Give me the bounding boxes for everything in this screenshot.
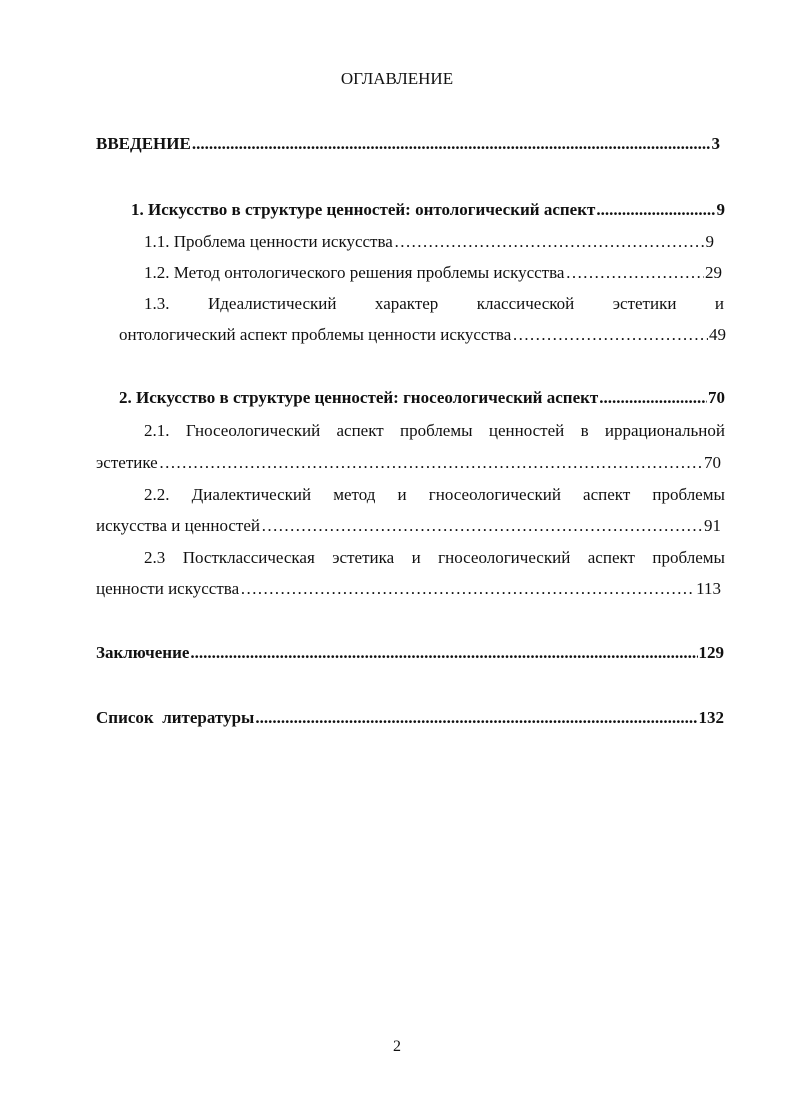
toc-title: ОГЛАВЛЕНИЕ [340, 69, 454, 88]
dot-leader [190, 642, 697, 664]
word: Диалектический [191, 485, 312, 504]
toc-entry-page: 9 [716, 200, 725, 219]
word: Гносеологический [185, 421, 321, 440]
word: характер [374, 294, 439, 313]
toc-entry-label: 2. Искусство в структуре ценностей: гносеологический аспект [119, 388, 599, 407]
word: проблемы [400, 421, 473, 440]
toc-entry-label: эстетике [96, 453, 158, 472]
toc-entry-page: 70 [704, 453, 721, 472]
word: Идеалистический [207, 294, 337, 313]
dot-leader [261, 515, 703, 537]
toc-entry-label: онтологический аспект проблемы ценности искусства [119, 325, 512, 344]
word: аспект [587, 548, 635, 567]
word: 1.3. [144, 294, 170, 313]
toc-entry-references[interactable] [96, 707, 724, 729]
word: иррациональной [604, 421, 725, 440]
toc-entry-2-3-line1[interactable] [144, 547, 725, 569]
word: и [411, 548, 421, 567]
word: проблемы [652, 548, 725, 567]
word: и [397, 485, 407, 504]
dot-leader [596, 199, 715, 221]
toc-entry-label: Список литературы [96, 708, 255, 727]
toc-entry-chapter-2[interactable] [119, 387, 725, 409]
toc-entry-page: 29 [705, 263, 722, 282]
word: метод [333, 485, 376, 504]
toc-entry-page: 91 [704, 516, 721, 535]
word: 2.3 [144, 548, 166, 567]
word: гносеологический [428, 485, 561, 504]
toc-entry-2-2-line1[interactable] [144, 484, 725, 506]
toc-entry-1-2[interactable] [144, 262, 722, 284]
word: в [580, 421, 589, 440]
toc-entry-label: 1.1. Проблема ценности искусства [144, 232, 393, 251]
toc-entry-page: 129 [698, 643, 724, 662]
toc-entry-conclusion[interactable] [96, 642, 724, 664]
dot-leader [394, 231, 705, 253]
toc-entry-2-2-line2[interactable] [96, 515, 721, 537]
dot-leader [192, 133, 711, 155]
toc-entry-2-1-line1[interactable] [144, 420, 725, 442]
word: проблемы [652, 485, 725, 504]
toc-entry-page: 49 [709, 325, 726, 344]
dot-leader [159, 452, 703, 474]
toc-entry-2-1-line2[interactable] [96, 452, 721, 474]
word: ценностей [488, 421, 565, 440]
dot-leader [255, 707, 697, 729]
toc-entry-1-3-line1[interactable] [144, 293, 724, 315]
word: эстетика [332, 548, 395, 567]
toc-entry-intro[interactable] [96, 133, 720, 155]
toc-entry-label: 1.2. Метод онтологического решения проблемы искусства [144, 263, 565, 282]
toc-entry-label: искусства и ценностей [96, 516, 261, 535]
word: 2.2. [144, 485, 170, 504]
word: эстетики [612, 294, 677, 313]
toc-entry-1-1[interactable] [144, 231, 714, 253]
toc-entry-label: ВВЕДЕНИЕ [96, 134, 191, 153]
toc-entry-page: 70 [708, 388, 725, 407]
dot-leader [512, 324, 708, 346]
toc-entry-page: 132 [698, 708, 724, 727]
dot-leader [240, 578, 695, 600]
word: аспект [583, 485, 631, 504]
toc-entry-label: ценности искусства [96, 579, 240, 598]
word: Постклассическая [182, 548, 315, 567]
toc-entry-label: Заключение [96, 643, 190, 662]
word: 2.1. [144, 421, 170, 440]
toc-entry-1-3-line2[interactable] [119, 324, 726, 346]
toc-entry-label: 1. Искусство в структуре ценностей: онтологический аспект [131, 200, 596, 219]
page-number: 2 [393, 1038, 401, 1055]
word: гносеологический [438, 548, 571, 567]
word: классической [476, 294, 575, 313]
toc-entry-page: 9 [705, 232, 714, 251]
dot-leader [599, 387, 707, 409]
toc-entry-page: 3 [711, 134, 720, 153]
word: аспект [336, 421, 384, 440]
word: и [714, 294, 724, 313]
toc-entry-page: 113 [696, 579, 721, 598]
toc-entry-chapter-1[interactable] [131, 199, 725, 221]
dot-leader [565, 262, 704, 284]
toc-entry-2-3-line2[interactable] [96, 578, 721, 600]
